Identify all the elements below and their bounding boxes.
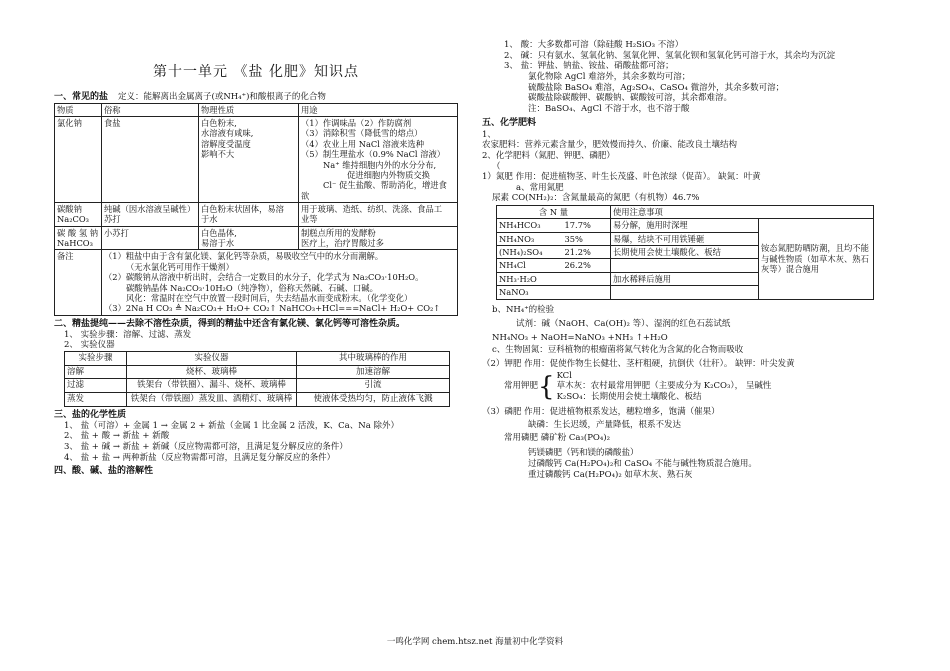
s4-item: 氯化物除 AgCl 难溶外，其余多数均可溶； — [528, 71, 691, 82]
header-instrument: 实验仪器 — [127, 352, 297, 366]
header-physical: 物理性质 — [199, 103, 299, 116]
header-glass-rod: 其中玻璃棒的作用 — [297, 352, 450, 366]
text-line: 欲 — [301, 190, 310, 201]
table-row — [55, 226, 458, 250]
table-header-row — [65, 352, 450, 366]
cell-percent — [563, 272, 611, 285]
text-line: 医疗上，治疗胃酸过多 — [301, 238, 384, 249]
s5-line: 缺磷：生长迟缓，产量降低，根系不发达 — [528, 420, 682, 431]
s5-line: 过磷酸钙 Ca(H₂PO₄)₂和 CaSO₄ 不能与碱性物质混合施用。 — [528, 459, 757, 470]
cell-percent: 35% — [563, 232, 611, 245]
common-salts-table — [54, 103, 458, 316]
cell-function: 使液体受热均匀，防止液体飞溅 — [297, 392, 450, 406]
text-line: 溶解度受温度 — [201, 138, 251, 149]
header-step: 实验步骤 — [65, 352, 127, 366]
cell-note: 长期使用会使土壤酸化、板结 — [611, 246, 759, 259]
table-row — [65, 379, 450, 393]
right-column — [482, 40, 922, 480]
s5-line: NH₄NO₃ + NaOH=NaNO₃ +NH₃ ↑+H₂O — [492, 332, 668, 343]
list-item: 草木灰：农村最常用钾肥（主要成分为 K₂CO₃）， 呈碱性 — [556, 381, 772, 392]
text-line: 水溶液有咸味, — [201, 128, 254, 139]
cell-name: 碳 酸 氢 钠 NaHCO₃ — [55, 226, 102, 250]
text-line: 促进细胞内外物质交换 — [347, 169, 430, 180]
text-line: （3）消除积雪（降低雪的熔点） — [301, 128, 423, 139]
section-1-title: 一、常见的盐 — [54, 91, 109, 102]
cell-step: 蒸发 — [65, 392, 127, 406]
header-n-content: 含 N 量 — [497, 206, 611, 219]
remark-line: （3）2Na H CO₃ ≜ Na₂CO₃+ H₂O+ CO₂↑ NaHCO₃+HCl===NaCl+ H₂O+ CO₂↑ — [104, 303, 441, 314]
s5-line: （2）钾肥 作用：促使作物生长健壮、茎杆粗硬，抗倒伏（壮秆）。 缺钾：叶尖发黄 — [482, 359, 795, 370]
cell-formula: NH₄HCO₃ — [497, 219, 563, 232]
cell-physical — [199, 117, 299, 203]
remark-line: （无水氯化钙可用作干燥剂） — [126, 261, 234, 272]
s5-line: 常用磷肥 磷矿粉 Ca₃(PO₄)₂ — [504, 432, 611, 443]
remarks-row — [55, 250, 458, 315]
text-line: 业等 — [301, 214, 318, 225]
list-item: K₂SO₄：长期使用会使土壤酸化、板结 — [556, 391, 702, 402]
s5-line: 试剂：碱（NaOH、Ca(OH)₂ 等）、湿润的红色石蕊试纸 — [516, 319, 731, 330]
nitrogen-fertilizer-table — [496, 205, 874, 300]
cell-formula: NH₄NO₃ — [497, 232, 563, 245]
table-header-row — [55, 103, 458, 116]
s4-item: 1、 酸：大多数都可溶（除硅酸 H₂SiO₃ 不溶） — [504, 40, 684, 50]
cell-step: 溶解 — [65, 365, 127, 379]
cell-physical — [199, 202, 299, 226]
s3-item: 4、 盐 + 盐 → 两种新盐（反应物需都可溶，且满足复分解反应的条件） — [64, 452, 336, 463]
cell-instrument: 铁架台（带铁圈）蒸发皿、酒精灯、玻璃棒 — [127, 392, 297, 406]
text-line: Na⁺ 维持细胞内外的水分分布, — [323, 159, 437, 170]
section-4-heading: 四、酸、碱、盐的溶解性 — [54, 466, 154, 477]
s4-item: 3、 盐：钾盐、钠盐、铵盐、硝酸盐都可溶； — [504, 61, 674, 72]
cell-percent: 17.7% — [563, 219, 611, 232]
cell-formula: NH₄Cl — [497, 259, 563, 272]
cell-instrument: 烧杯、玻璃棒 — [127, 365, 297, 379]
cell-alias: 小苏打 — [102, 226, 199, 250]
salt-definition: 定义：能解离出金属离子(或NH₄⁺)和酸根离子的化合物 — [118, 91, 326, 102]
cell-name: 氯化钠 — [55, 117, 102, 203]
cell-formula: (NH₄)₂SO₄ — [497, 246, 563, 259]
text-line: 白色晶体, — [201, 227, 237, 238]
s3-item: 3、 盐 + 碱 → 新盐 + 新碱（反应物需都可溶，且满足复分解反应的条件） — [64, 442, 348, 453]
text-line: 白色粉末状固体，易溶 — [201, 203, 284, 214]
potash-label: 常用钾肥 — [504, 381, 539, 392]
text-line: 制糕点所用的发酵粉 — [301, 227, 376, 238]
cell-note — [611, 286, 759, 299]
s5-line: a、常用氮肥 — [516, 182, 564, 193]
table-header-row — [497, 206, 874, 219]
remarks-label: 备注 — [55, 250, 102, 315]
table-row — [55, 202, 458, 226]
remark-line: （2）碳酸钠从溶液中析出时，会结合一定数目的水分子，化学式为 Na₂CO₃·10H₂O。 — [104, 272, 424, 283]
cell-use — [299, 117, 458, 203]
table-row — [65, 392, 450, 406]
left-column — [54, 0, 458, 478]
purification-table — [64, 351, 450, 407]
text-line: 白色粉末, — [201, 118, 237, 129]
s4-item: 硫酸盐除 BaSO₄ 难溶，Ag₂SO₄、CaSO₄ 微溶外，其余多数可溶； — [528, 82, 785, 93]
header-use: 用途 — [299, 103, 458, 116]
remark-line: （1）粗盐中由于含有氯化镁、氯化钙等杂质，易吸收空气中的水分而潮解。 — [104, 251, 384, 262]
s3-item: 1、 盐（可溶）+ 金属 1 → 金属 2 + 新盐（金属 1 比金属 2 活泼，K、Ca、Na 除外） — [64, 420, 399, 431]
s5-line: （ — [492, 161, 501, 172]
s5-line: 农家肥料：营养元素含量少，肥效慢而持久、价廉、能改良土壤结构 — [482, 140, 738, 151]
potash-block — [482, 371, 922, 403]
cell-percent: 21.2% — [563, 246, 611, 259]
cell-name: 碳酸钠 Na₂CO₃ — [55, 202, 102, 226]
header-notes: 使用注意事项 — [611, 206, 874, 219]
potash-list — [557, 371, 772, 403]
s2-item-1: 1、 实验步骤：溶解、过滤、蒸发 — [64, 329, 192, 340]
text-line: 用于玻璃、造纸、纺织、洗涤、食品工 — [301, 203, 443, 214]
s3-item: 2、 盐 + 酸 → 新盐 + 新酸 — [64, 431, 170, 442]
section-2-heading: 二、精盐提纯——去除不溶性杂质，得到的精盐中还含有氯化镁、氯化钙等可溶性杂质。 — [54, 318, 406, 329]
s5-line: 1、 — [482, 129, 496, 140]
section-5-heading: 五、化学肥料 — [482, 118, 537, 129]
cell-formula: NaNO₃ — [497, 286, 563, 299]
cell-percent — [563, 286, 611, 299]
text-line: 易溶于水 — [201, 238, 235, 249]
section-3-heading: 三、盐的化学性质 — [54, 409, 127, 420]
s5-line: 2、化学肥料（氮肥、钾肥、磷肥） — [482, 150, 615, 161]
text-line: （5）制生理盐水（0.9% NaCl 溶液） — [301, 149, 446, 160]
s4-item: 碳酸盐除碳酸钾、碳酸钠、碳酸铵可溶，其余都难溶。 — [528, 93, 733, 104]
remark-line: 风化：常温时在空气中放置一段时间后，失去结晶水而变成粉末。（化学变化） — [126, 292, 413, 303]
cell-alias: 纯碱（因水溶液呈碱性） 苏打 — [102, 202, 199, 226]
table-row — [65, 365, 450, 379]
s2-item-2: 2、 实验仪器 — [64, 340, 115, 351]
remarks-cell — [102, 250, 458, 315]
cell-note: 易爆，结块不可用铁锤砸 — [611, 232, 759, 245]
s5-line: b、NH₄⁺的检验 — [492, 304, 555, 315]
remark-line: 碳酸钠晶体 Na₂CO₃·10H₂O（纯净物），俗称天然碱、石碱、口碱。 — [126, 282, 378, 293]
s5-line: 重过磷酸钙 Ca(H₂PO₄)₂ 如草木灰、熟石灰 — [528, 469, 693, 480]
page-title: 第十一单元 《盐 化肥》知识点 — [153, 64, 359, 80]
header-alias: 俗称 — [102, 103, 199, 116]
table-row — [55, 117, 458, 203]
s5-line: c、生物固氮：豆科植物的根瘤菌将氮气转化为含氮的化合物而吸收 — [492, 345, 744, 356]
cell-physical — [199, 226, 299, 250]
section-1-heading — [54, 92, 458, 103]
cell-formula: NH₃·H₂O — [497, 272, 563, 285]
cell-note — [611, 259, 759, 272]
cell-alias: 食盐 — [102, 117, 199, 203]
table-row — [497, 219, 874, 232]
text-line: 于水 — [201, 214, 218, 225]
s5-line: 1）氮肥 作用：促进植物茎、叶生长茂盛、叶色浓绿（促苗）。 缺氮：叶黄 — [482, 172, 761, 183]
cell-note: 易分解，施用时深埋 — [611, 219, 759, 232]
text-line: （4）农业上用 NaCl 溶液来选种 — [301, 138, 425, 149]
cell-percent: 26.2% — [563, 259, 611, 272]
cell-function: 加速溶解 — [297, 365, 450, 379]
cell-use — [299, 202, 458, 226]
text-line: 影响不大 — [201, 149, 235, 160]
cell-use — [299, 226, 458, 250]
text-line: （1）作调味品（2）作防腐剂 — [301, 118, 412, 129]
cell-instrument: 铁架台（带铁圈）、漏斗、烧杯、玻璃棒 — [127, 379, 297, 393]
cell-step: 过滤 — [65, 379, 127, 393]
s5-line: 钙镁磷肥（钙和镁的磷酸盐） — [528, 448, 639, 459]
s4-item: 注：BaSO₄、AgCl 不溶于水，也不溶于酸 — [528, 103, 690, 114]
cell-ammonium-note: 铵态氮肥防晒防潮，且均不能与碱性物质（如草木灰、熟石灰等）混合施用 — [759, 219, 874, 299]
list-item: KCl — [556, 370, 572, 381]
cell-note: 加水稀释后施用 — [611, 272, 759, 285]
page-footer: 一鸣化学网 chem.htsz.net 海量初中化学资料 — [386, 637, 564, 647]
text-line: Cl⁻ 促生盐酸、帮助消化，增进食 — [323, 180, 447, 191]
s5-line: 尿素 CO(NH₂)₂：含氮量最高的氮肥（有机物）46.7% — [492, 193, 700, 204]
cell-function: 引流 — [297, 379, 450, 393]
brace-icon: { — [538, 371, 555, 402]
header-substance: 物质 — [55, 103, 102, 116]
s5-line: （3）磷肥 作用：促进植物根系发达，穗粒增多，饱满（催果） — [482, 406, 720, 417]
s4-item: 2、 碱：只有氨水、氢氧化钠、氢氧化钾、氢氧化钡和氢氧化钙可溶于水，其余均为沉淀 — [504, 50, 836, 61]
